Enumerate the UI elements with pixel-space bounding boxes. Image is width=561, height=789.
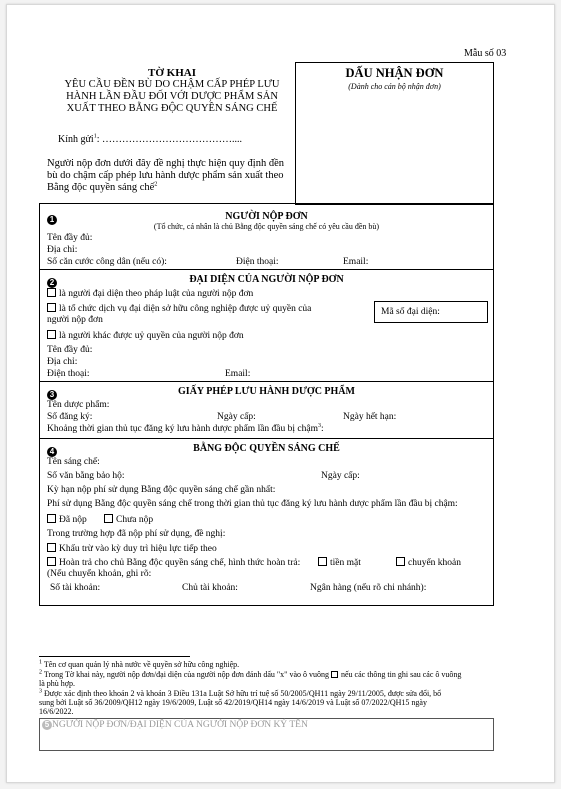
checkbox[interactable] [47, 557, 56, 566]
divider [39, 269, 494, 270]
rep-option-agency-cont: người nộp đơn [47, 315, 103, 325]
applicant-id-label: Số căn cước công dân (nếu có): [47, 257, 167, 267]
if-paid-label: Trong trường hợp đã nộp phí sử dụng, đề nghị: [47, 529, 226, 539]
divider [39, 438, 494, 439]
drug-name-label: Tên dược phẩm: [47, 400, 110, 410]
footnote-2: $^2$ Trong Tờ khai này, người nộp đơn/đại diện của người nộp đơn đánh dấu "x" vào ô vuông nếu các thông tin ghi sau các ô vuông [39, 669, 462, 679]
form-number: Mẫu số 03 [464, 48, 507, 59]
addressee-line: Kính gửi$^1$: ………………………………….... [58, 133, 242, 145]
checkbox[interactable] [47, 303, 56, 312]
section-4-number: 4 [47, 441, 57, 459]
refund-transfer-option[interactable]: chuyển khoản [396, 557, 461, 569]
footnote-1: $^1$ Tên cơ quan quản lý nhà nước về quyền sở hữu công nghiệp. [39, 659, 240, 669]
fee-period-label: Kỳ hạn nộp phí sử dụng Bằng độc quyền sáng chế gần nhất: [47, 485, 276, 495]
license-expiry-label: Ngày hết hạn: [343, 412, 397, 422]
checkbox[interactable] [396, 557, 405, 566]
footnote-2-cont: là phù hợp. [39, 679, 76, 688]
form-title: TỜ KHAI [148, 67, 196, 79]
section-3-number: 3 [47, 384, 57, 402]
applicant-name-label: Tên đầy đủ: [47, 233, 93, 243]
refund-option[interactable]: Hoàn trả cho chủ Bằng độc quyền sáng chế, hình thức hoàn trả: [47, 557, 300, 569]
applicant-phone-label: Điện thoại: [236, 257, 279, 267]
stamp-title: DẤU NHẬN ĐƠN [345, 66, 444, 80]
rep-name-label: Tên đầy đủ: [47, 345, 93, 355]
invention-name-label: Tên sáng chế: [47, 457, 100, 467]
checkbox[interactable] [104, 514, 113, 523]
divider [39, 381, 494, 382]
footnote-3-cont: sung bởi Luật số 36/2009/QH12 ngày 19/6/2009, Luật số 42/2019/QH14 ngày 14/6/2019 và Luật số 07/2022/QH15 ngày [39, 698, 427, 707]
patent-issue-date-label: Ngày cấp: [321, 471, 360, 481]
account-number-label: Số tài khoản: [50, 583, 101, 593]
account-holder-label: Chủ tài khoản: [182, 583, 238, 593]
refund-cash-option[interactable]: tiền mặt [318, 557, 361, 569]
applicant-email-label: Email: [343, 257, 369, 267]
checkbox-icon [331, 671, 338, 678]
section-1-title: NGƯỜI NỘP ĐƠN [225, 211, 308, 222]
section-4-title: BẰNG ĐỘC QUYỀN SÁNG CHẾ [193, 443, 340, 454]
bank-label: Ngân hàng (nếu rõ chi nhánh): [310, 583, 427, 593]
form-page [6, 4, 555, 783]
license-issue-date-label: Ngày cấp: [217, 412, 256, 422]
rep-email-label: Email: [225, 369, 251, 379]
rep-option-other[interactable]: là người khác được uỷ quyền của người nộp đơn [47, 330, 244, 342]
rep-address-label: Địa chỉ: [47, 357, 78, 367]
checkbox[interactable] [47, 330, 56, 339]
section-1-number: 1 [47, 209, 57, 227]
stamp-note: (Dành cho cán bộ nhận đơn) [348, 82, 441, 91]
section-2-number: 2 [47, 272, 57, 290]
transfer-note: (Nếu chuyển khoản, ghi rõ: [47, 569, 152, 579]
rep-option-legal[interactable]: là người đại diện theo pháp luật của người nộp đơn [47, 288, 253, 300]
footnote-3-cont2: 16/6/2022. [39, 707, 74, 716]
fee-not-paid-option[interactable]: Chưa nộp [104, 514, 153, 526]
section-3-title: GIẤY PHÉP LƯU HÀNH DƯỢC PHẨM [178, 386, 355, 397]
applicant-address-label: Địa chỉ: [47, 245, 78, 255]
checkbox[interactable] [47, 543, 56, 552]
fee-paid-option[interactable]: Đã nộp [47, 514, 87, 526]
checkbox[interactable] [47, 514, 56, 523]
checkbox[interactable] [47, 288, 56, 297]
intro-text: Người nộp đơn dưới đây đề nghị thực hiện quy định đền bù do chậm cấp phép lưu hành dược phẩm sản xuất theo Bằng độc quyền sáng chế$^2$ [47, 158, 284, 193]
rep-code-label: Mã số đại diện: [381, 307, 440, 317]
section-2-title: ĐẠI DIỆN CỦA NGƯỜI NỘP ĐƠN [189, 274, 344, 285]
form-subtitle: YÊU CẦU ĐỀN BÙ DO CHẬM CẤP PHÉP LƯU HÀNH LẦN ĐẦU ĐỐI VỚI DƯỢC PHẨM SẢN XUẤT THEO BẰNG ĐỘC QUYỀN SÁNG CHẾ [64, 79, 280, 114]
deduct-option[interactable]: Khấu trừ vào kỳ duy trì hiệu lực tiếp theo [47, 543, 217, 555]
signature-title: 5 NGƯỜI NỘP ĐƠN/ĐẠI DIỆN CỦA NGƯỜI NỘP ĐƠN KÝ TÊN [42, 720, 308, 731]
delay-period-label: Khoảng thời gian thủ tục đăng ký lưu hành dược phẩm lần đầu bị chậm$^3$: [47, 422, 324, 434]
footnote-3: $^3$ Được xác định theo khoản 2 và khoản 3 Điều 131a Luật Sở hữu trí tuệ số 50/2005/QH11 ngày 29/11/2005, được sửa đổi, bổ [39, 688, 442, 698]
patent-number-label: Số văn bằng bảo hộ: [47, 471, 125, 481]
rep-option-agency[interactable]: là tổ chức dịch vụ đại diện sở hữu công nghiệp được uỷ quyền của [47, 303, 311, 315]
rep-phone-label: Điện thoại: [47, 369, 90, 379]
reg-number-label: Số đăng ký: [47, 412, 93, 422]
section-1-note: (Tổ chức, cá nhân là chủ Bằng độc quyền sáng chế có yêu cầu đền bù) [153, 222, 380, 231]
checkbox[interactable] [318, 557, 327, 566]
fee-question-label: Phí sử dụng Bằng độc quyền sáng chế trong thời gian thủ tục đăng ký lưu hành dược phẩm lần đầu bị chậm: [47, 499, 458, 509]
footnote-rule [39, 656, 190, 657]
